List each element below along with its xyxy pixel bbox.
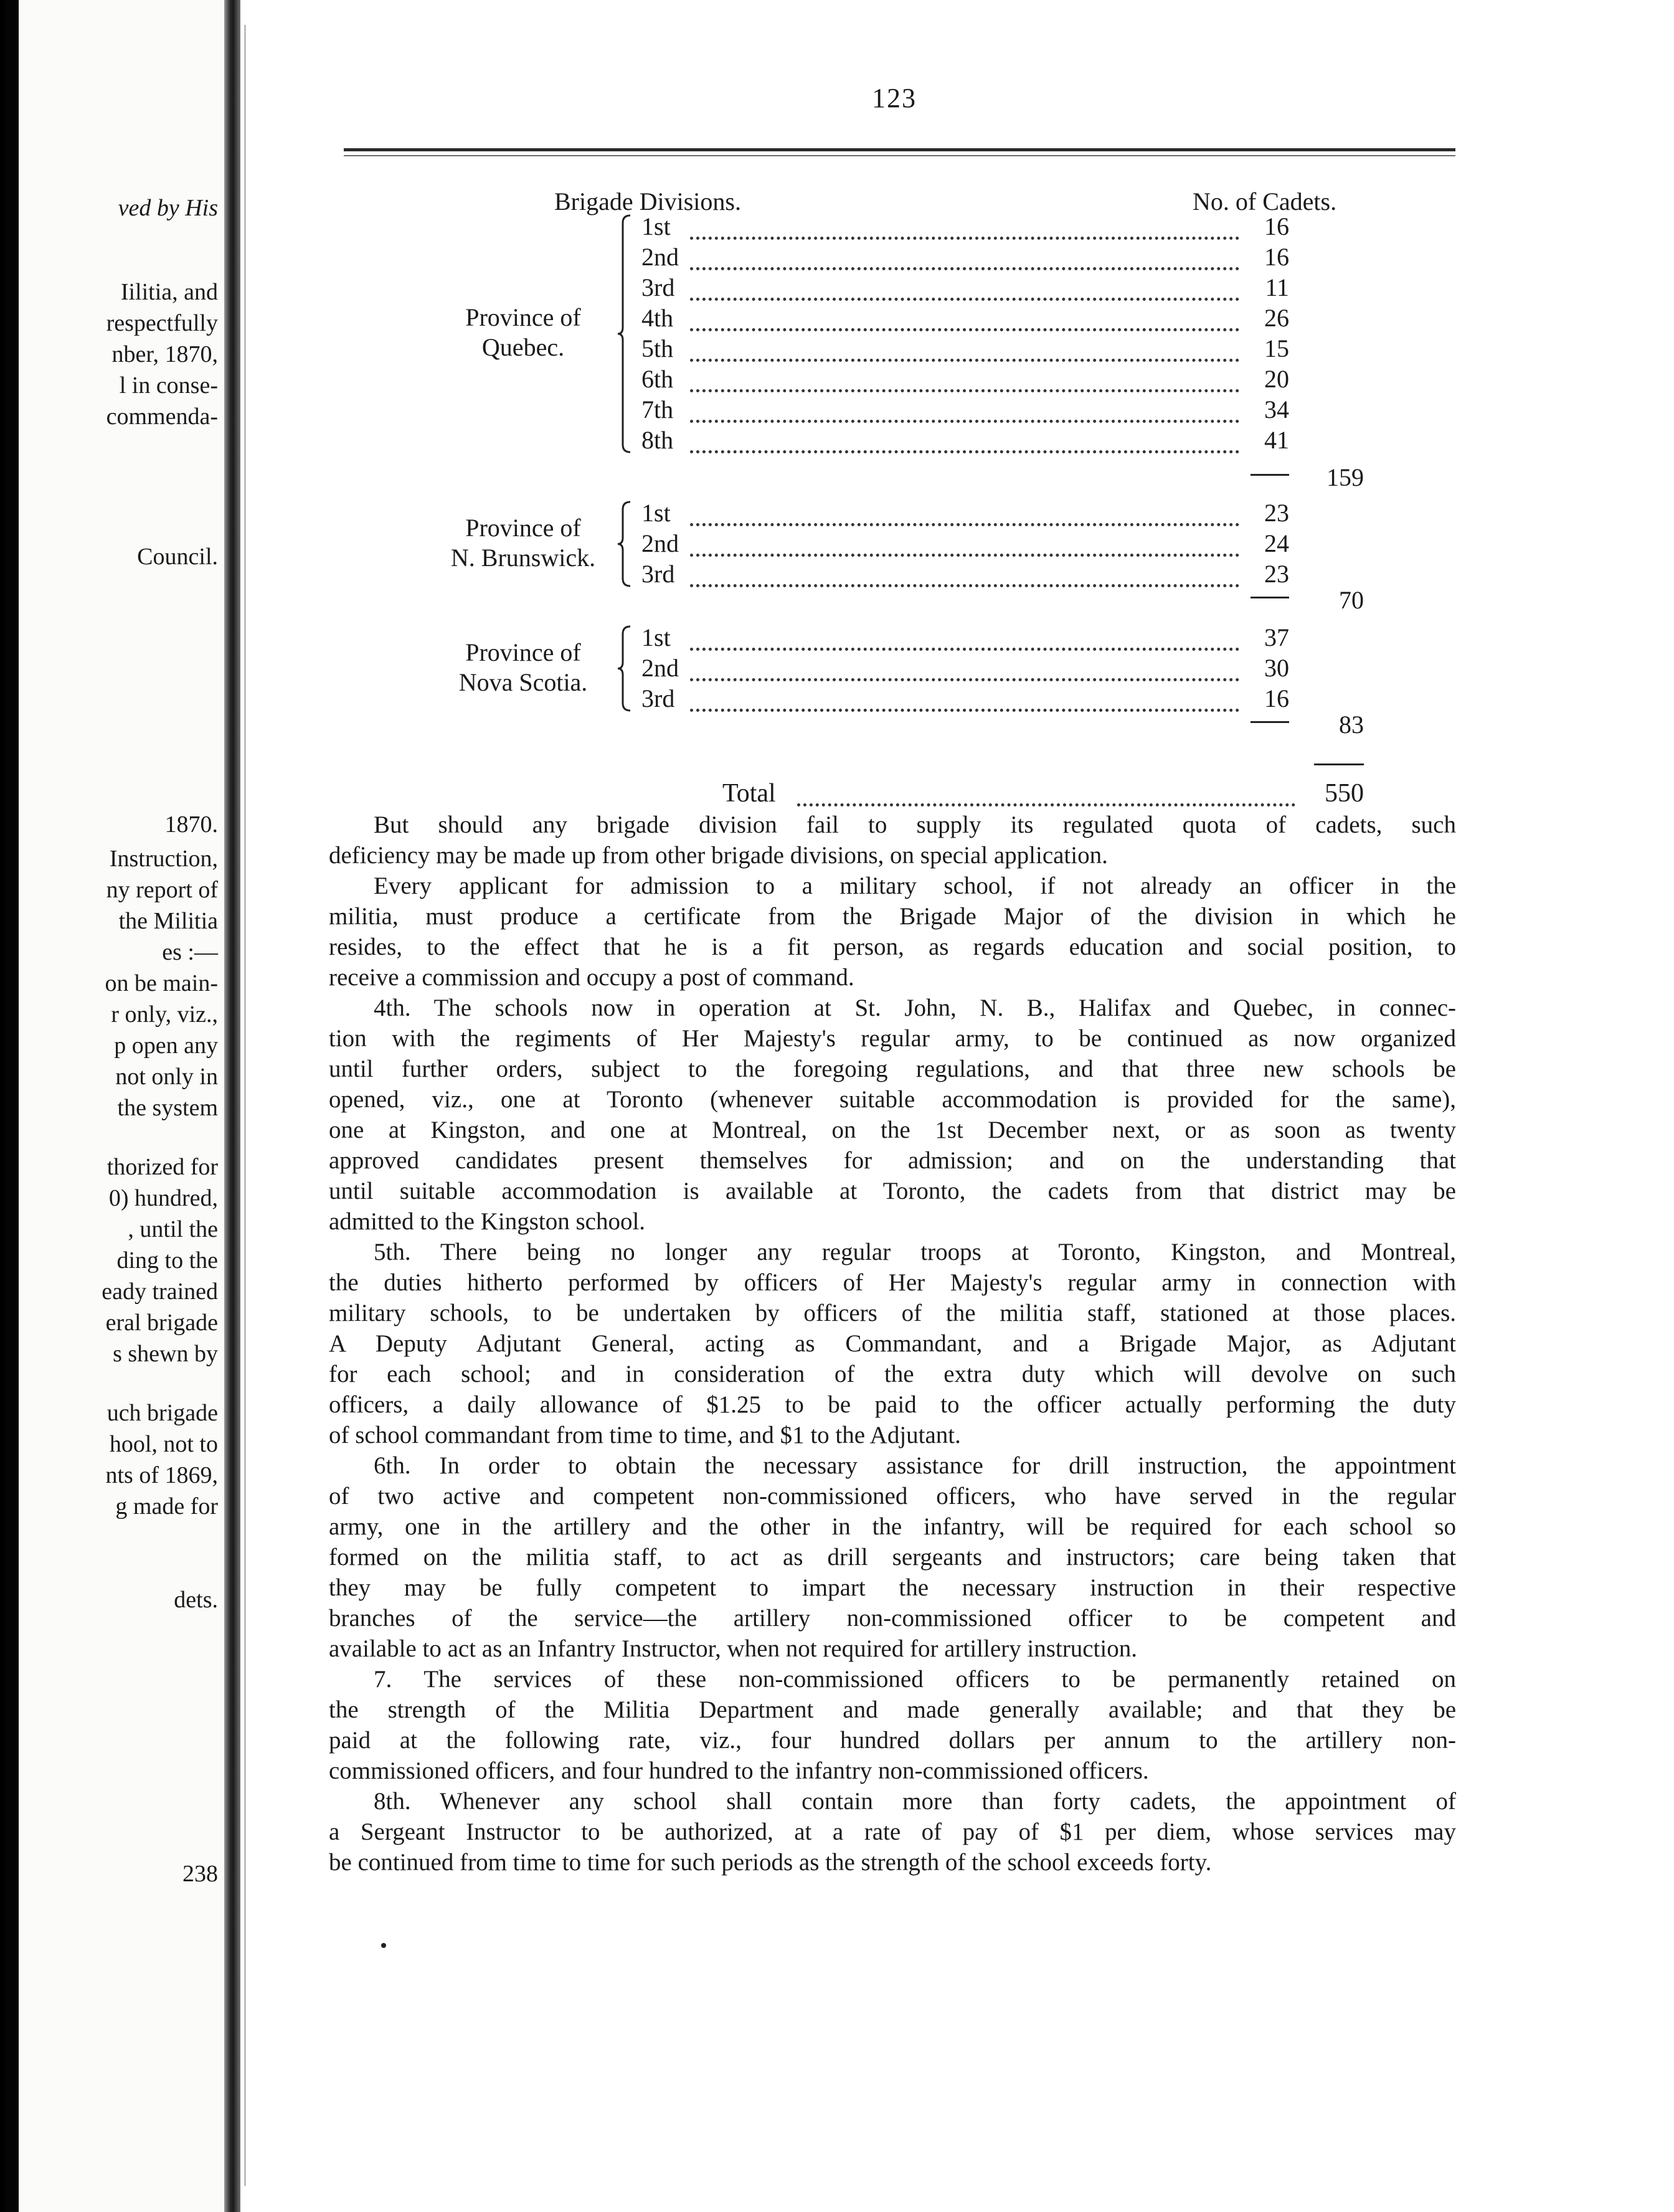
text-line: militia, must produce a certificate from the Brigade Major of the division in which he xyxy=(329,903,1456,930)
total-row xyxy=(722,778,1364,808)
previous-page-line: the Militia xyxy=(118,908,218,934)
text-line: But should any brigade division fail to supply its regulated quota of cadets, such xyxy=(374,811,1456,838)
text-line: available to act as an Infantry Instructor, when not required for artillery instruction. xyxy=(329,1635,1137,1662)
province-name xyxy=(430,513,617,573)
division-label: 3rd xyxy=(641,560,675,588)
text-line: 5th. There being no longer any regular troops at Toronto, Kingston, and Montreal, xyxy=(374,1239,1456,1265)
division-row xyxy=(641,623,1289,653)
cadet-count: 16 xyxy=(1264,243,1289,271)
dot-leader xyxy=(690,371,1239,392)
scan-edge-dark xyxy=(0,0,5,2212)
division-label: 1st xyxy=(641,623,671,651)
province-subtotal: 83 xyxy=(1339,711,1364,739)
cadet-count: 24 xyxy=(1264,529,1289,557)
gutter-line xyxy=(244,25,246,2186)
total-label: Total xyxy=(722,779,776,808)
division-row xyxy=(641,559,1289,589)
province-name xyxy=(430,638,617,697)
text-line: approved candidates present themselves for admission; and on the understanding that xyxy=(329,1147,1456,1174)
subtotal-rule xyxy=(1251,597,1289,598)
province-name-line: Province of xyxy=(465,638,581,666)
division-row xyxy=(641,498,1289,528)
page-number: 123 xyxy=(872,83,917,113)
subtotal-rule xyxy=(1251,474,1289,476)
province-name xyxy=(430,303,617,362)
ink-speck xyxy=(381,1943,386,1948)
paragraph xyxy=(329,1450,1456,1664)
previous-page-line: r only, viz., xyxy=(111,1001,218,1028)
cadet-count: 30 xyxy=(1264,654,1289,682)
province-name-line: N. Brunswick. xyxy=(450,543,596,572)
division-label: 3rd xyxy=(641,684,675,712)
text-line: a Sergeant Instructor to be authorized, at a rate of pay of $1 per diem, whose services may xyxy=(329,1818,1456,1845)
column-header-cadets: No. of Cadets. xyxy=(1193,187,1337,215)
total-rule xyxy=(1314,763,1364,765)
text-line: one at Kingston, and one at Montreal, on the 1st December next, or as soon as twenty xyxy=(329,1117,1456,1143)
text-line: army, one in the artillery and the other in the infantry, will be required for each school so xyxy=(329,1513,1456,1540)
cadet-count: 16 xyxy=(1264,212,1289,240)
division-label: 8th xyxy=(641,426,674,454)
right-margin xyxy=(1644,0,1674,2212)
cadet-count: 11 xyxy=(1265,273,1289,301)
division-label: 5th xyxy=(641,334,674,362)
division-label: 1st xyxy=(641,212,671,240)
brace xyxy=(617,214,635,453)
brace xyxy=(617,501,635,587)
dot-leader xyxy=(690,659,1239,681)
division-label: 2nd xyxy=(641,243,679,271)
division-row xyxy=(641,303,1289,333)
cadet-count: 23 xyxy=(1264,560,1289,588)
dot-leader xyxy=(690,690,1239,712)
previous-page-line: s shewn by xyxy=(113,1341,218,1367)
previous-page-line: 1870. xyxy=(164,811,218,838)
brace xyxy=(617,625,635,712)
previous-page-line: ding to the xyxy=(116,1247,218,1274)
division-row xyxy=(641,242,1289,272)
text-line: Every applicant for admission to a military school, if not already an officer in the xyxy=(374,872,1456,899)
division-row xyxy=(641,395,1289,425)
text-line: for each school; and in consideration of the extra duty which will devolve on such xyxy=(329,1361,1456,1387)
dot-leader xyxy=(690,310,1239,331)
text-line: 6th. In order to obtain the necessary assistance for drill instruction, the appointment xyxy=(374,1452,1456,1479)
dot-leader xyxy=(690,218,1239,240)
text-line: admitted to the Kingston school. xyxy=(329,1208,646,1235)
text-line: 4th. The schools now in operation at St. John, N. B., Halifax and Quebec, in connec- xyxy=(374,995,1456,1021)
paragraph xyxy=(329,1664,1456,1786)
dot-leader xyxy=(690,340,1239,362)
text-line: until suitable accommodation is available at Toronto, the cadets from that district may be xyxy=(329,1178,1456,1204)
text-line: of two active and competent non-commissioned officers, who have served in the regular xyxy=(329,1483,1456,1510)
cadet-count: 16 xyxy=(1264,684,1289,712)
cadet-count: 26 xyxy=(1264,304,1289,332)
division-label: 1st xyxy=(641,499,671,527)
text-line: the strength of the Militia Department and made generally available; and that they be xyxy=(329,1696,1456,1723)
text-line: opened, viz., one at Toronto (whenever suitable accommodation is provided for the same), xyxy=(329,1086,1456,1113)
text-line: A Deputy Adjutant General, acting as Commandant, and a Brigade Major, as Adjutant xyxy=(329,1330,1456,1357)
dot-leader xyxy=(690,535,1239,557)
province-subtotal: 159 xyxy=(1326,463,1364,491)
division-label: 2nd xyxy=(641,654,679,682)
division-row xyxy=(641,425,1289,455)
previous-page-line: commenda- xyxy=(106,404,218,430)
text-line: they may be fully competent to impart the necessary instruction in their respective xyxy=(329,1574,1456,1601)
paragraph xyxy=(329,1237,1456,1450)
dot-leader xyxy=(690,629,1239,651)
previous-page-line: eady trained xyxy=(102,1279,218,1305)
paragraph xyxy=(329,1786,1456,1878)
previous-page-line: l in conse- xyxy=(119,372,218,399)
previous-page-line: ved by His xyxy=(118,195,218,221)
division-row xyxy=(641,364,1289,394)
previous-page-line: Council. xyxy=(137,544,218,570)
previous-page-line: es :— xyxy=(162,939,218,965)
text-line: the duties hitherto performed by officers of Her Majesty's regular army in connection with xyxy=(329,1269,1456,1296)
cadet-count: 34 xyxy=(1264,395,1289,423)
cadet-count: 37 xyxy=(1264,623,1289,651)
text-line: 7. The services of these non-commissioned officers to be permanently retained on xyxy=(374,1666,1456,1693)
text-line: tion with the regiments of Her Majesty's regular army, to be continued as now organized xyxy=(329,1025,1456,1052)
previous-page-line: hool, not to xyxy=(109,1431,218,1457)
text-line: be continued from time to time for such periods as the strength of the school exceeds forty. xyxy=(329,1849,1212,1876)
division-label: 6th xyxy=(641,365,674,393)
header-rule-thin xyxy=(344,155,1455,156)
previous-page-line: 0) hundred, xyxy=(108,1185,218,1211)
text-line: deficiency may be made up from other brigade divisions, on special application. xyxy=(329,842,1108,869)
previous-page-line: Iilitia, and xyxy=(120,279,218,305)
cadet-count: 41 xyxy=(1264,426,1289,454)
previous-page-line: nts of 1869, xyxy=(105,1462,218,1488)
previous-page-line: respectfully xyxy=(106,310,218,336)
previous-page-line: , until the xyxy=(128,1216,218,1242)
text-line: 8th. Whenever any school shall contain more than forty cadets, the appointment of xyxy=(374,1788,1456,1815)
division-row xyxy=(641,273,1289,303)
previous-page-line: p open any xyxy=(114,1033,218,1059)
previous-page-line: Instruction, xyxy=(109,846,218,872)
previous-page-line: 238 xyxy=(182,1861,218,1887)
text-line: resides, to the effect that he is a fit person, as regards education and social position, to xyxy=(329,933,1456,960)
text-line: branches of the service—the artillery non-commissioned officer to be competent and xyxy=(329,1605,1456,1632)
dot-leader xyxy=(690,279,1239,301)
cadet-count: 15 xyxy=(1264,334,1289,362)
total-value: 550 xyxy=(1325,779,1364,808)
dot-leader xyxy=(690,432,1239,453)
division-row xyxy=(641,212,1289,242)
previous-page-line: nber, 1870, xyxy=(111,341,218,367)
dot-leader xyxy=(797,786,1295,806)
paragraph xyxy=(329,810,1456,871)
division-label: 3rd xyxy=(641,273,675,301)
division-row xyxy=(641,684,1289,714)
text-line: of school commandant from time to time, and $1 to the Adjutant. xyxy=(329,1422,961,1449)
province-name-line: Quebec. xyxy=(481,333,565,361)
paragraph xyxy=(329,993,1456,1237)
text-line: military schools, to be undertaken by officers of the militia staff, stationed at those places. xyxy=(329,1300,1456,1326)
body-text xyxy=(329,810,1456,1878)
previous-page-line: not only in xyxy=(115,1064,218,1090)
province-name-line: Province of xyxy=(465,513,581,542)
division-row xyxy=(641,653,1289,683)
division-row xyxy=(641,529,1289,559)
previous-page-line: on be main- xyxy=(105,970,218,996)
previous-page-line: ny report of xyxy=(106,877,218,903)
division-label: 7th xyxy=(641,395,674,423)
previous-page-fragment xyxy=(19,0,224,2212)
dot-leader xyxy=(690,401,1239,423)
dot-leader xyxy=(690,504,1239,526)
book-gutter xyxy=(224,0,240,2212)
province-name-line: Nova Scotia. xyxy=(458,668,588,696)
previous-page-line: uch brigade xyxy=(106,1400,218,1426)
division-label: 4th xyxy=(641,304,674,332)
text-line: officers, a daily allowance of $1.25 to be paid to the officer actually performing the duty xyxy=(329,1391,1456,1418)
text-line: receive a commission and occupy a post of command. xyxy=(329,964,854,991)
subtotal-rule xyxy=(1251,721,1289,723)
header-rule xyxy=(344,148,1455,151)
previous-page-line: the system xyxy=(117,1095,218,1121)
previous-page-line: dets. xyxy=(174,1587,218,1613)
division-row xyxy=(641,334,1289,364)
previous-page-line: g made for xyxy=(115,1493,218,1520)
cadet-count: 20 xyxy=(1264,365,1289,393)
cadet-count: 23 xyxy=(1264,499,1289,527)
province-name-line: Province of xyxy=(465,303,581,331)
text-line: paid at the following rate, viz., four hundred dollars per annum to the artillery non- xyxy=(329,1727,1456,1754)
text-line: commissioned officers, and four hundred to the infantry non-commissioned officers. xyxy=(329,1757,1149,1784)
paragraph xyxy=(329,871,1456,993)
previous-page-line: thorized for xyxy=(106,1154,218,1180)
dot-leader xyxy=(690,248,1239,270)
text-line: formed on the militia staff, to act as drill sergeants and instructors; care being taken that xyxy=(329,1544,1456,1571)
text-line: until further orders, subject to the foregoing regulations, and that three new schools be xyxy=(329,1056,1456,1082)
division-label: 2nd xyxy=(641,529,679,557)
previous-page-line: eral brigade xyxy=(105,1310,218,1336)
province-subtotal: 70 xyxy=(1339,586,1364,614)
dot-leader xyxy=(690,565,1239,587)
column-header-divisions: Brigade Divisions. xyxy=(554,187,741,215)
